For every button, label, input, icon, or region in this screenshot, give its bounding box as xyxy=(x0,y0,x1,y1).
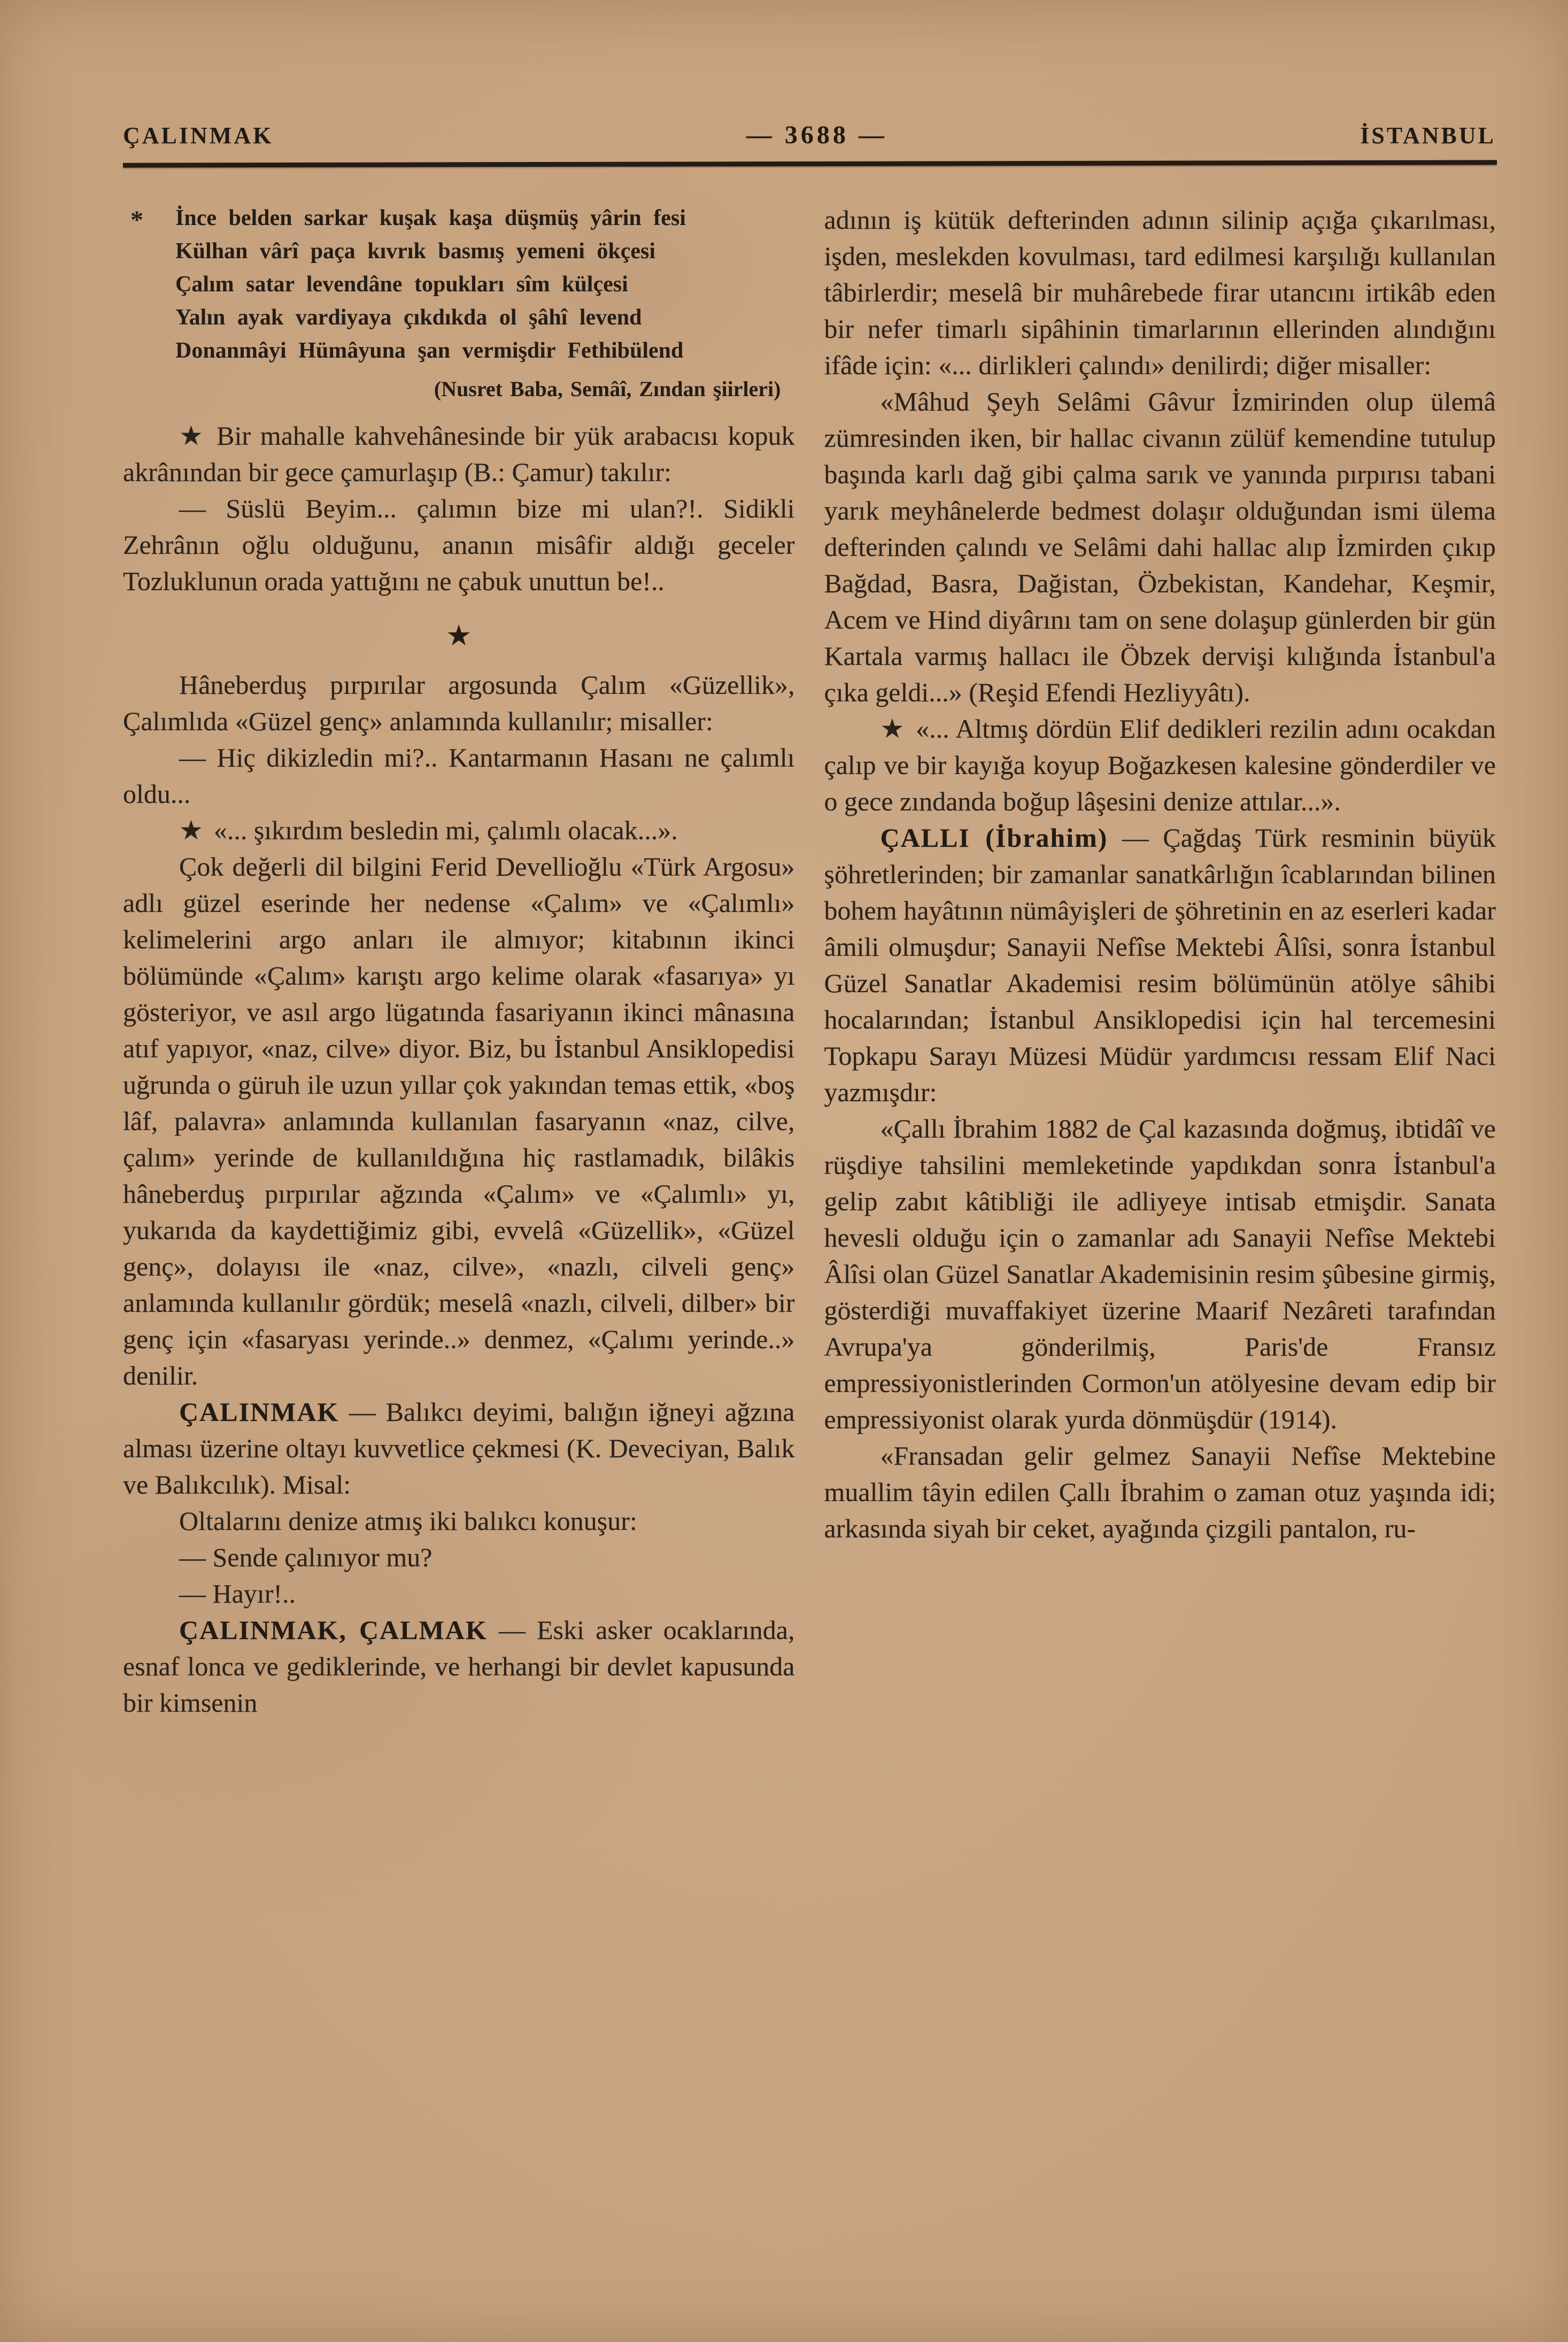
paragraph-text: — Çağdaş Türk resminin büyük şöhretlerinden; bir zamanlar sanatkârlığın îcablarından bilinen bohem hayâtının nümâyişleri de şöhretinin en az eserleri kadar âmili olmuşdur; Sanayii Nefîse Mektebi Âlîsi, sonra İstanbul Güzel Sanatlar Akademisi resim bölümünün atölye sâhibi hocalarından; İstanbul Ansiklopedisi için hal tercemesini Topkapu Sarayı Müzesi Müdür yardımcısı ressam Elif Naci yazmışdır: xyxy=(824,823,1496,1107)
paragraph-text: — Sende çalınıyor mu? xyxy=(179,1542,432,1572)
footnote-asterisk: * xyxy=(130,206,143,234)
verse-line: Donanmâyi Hümâyuna şan vermişdir Fethibülend xyxy=(175,338,684,363)
entry-headword: ÇALINMAK xyxy=(179,1397,339,1427)
text-columns xyxy=(123,202,1496,1721)
verse-line: İnce belden sarkar kuşak kaşa düşmüş yârin fesi xyxy=(175,206,686,230)
paragraph-text: Oltalarını denize atmış iki balıkcı konuşur: xyxy=(179,1506,637,1536)
paragraph-text: — Süslü Beyim... çalımın bize mi ulan?!. Sidikli Zehrânın oğlu olduğunu, ananın misâfir aldığı geceler Tozluklunun orada yattığını ne çabuk unuttun be!.. xyxy=(123,493,795,596)
page-number: — 3688 — xyxy=(746,121,887,149)
header-rule xyxy=(123,160,1497,167)
running-head-left: ÇALINMAK xyxy=(123,122,274,149)
paragraph xyxy=(123,1503,795,1539)
entry-paragraph xyxy=(824,820,1496,1110)
dialogue-line xyxy=(123,739,795,812)
verse-line: Külhan vârî paça kıvrık basmış yemeni ökçesi xyxy=(175,239,656,264)
paragraph-text: — Hayır!.. xyxy=(179,1579,296,1609)
entry-headword: ÇALINMAK, ÇALMAK xyxy=(179,1615,488,1645)
entry-paragraph xyxy=(123,1394,795,1503)
paragraph-text: «... Altmış dördün Elif dedikleri rezilin adını ocakdan çalıp ve bir kayığa koyup Boğazkesen kalesine gönderdiler ve o gece zındanda boğup lâşesini denize attılar...». xyxy=(824,714,1496,816)
verse-line: Çalım satar levendâne topukları sîm külçesi xyxy=(175,272,628,297)
star-icon: ★ xyxy=(179,421,206,451)
section-star-divider: ★ xyxy=(446,620,472,652)
entry-paragraph xyxy=(123,1612,795,1721)
entry-headword: ÇALLI (İbrahim) xyxy=(880,823,1108,853)
paragraph-text: «Çallı İbrahim 1882 de Çal kazasında doğmuş, ibtidâî ve rüşdiye tahsilini memleketinde yapdıkdan sonra İstanbul'a gelip zabıt kâtibliği ile adliyeye intisab etmişdir. Sanata hevesli olduğu için o zamanlar adı Sanayii Nefîse Mektebi Âlîsi olan Güzel Sanatlar Akademisinin resim şûbesine girmiş, gösterdiği muvaffakiyet üzerine Maarif Nezâreti tarafından Avrupa'ya gönderilmiş, Paris'de Fransız empressiyonistlerinden Cormon'un atölyesine devam edip bir empressiyonist olarak yurda dönmüşdür (1914). xyxy=(824,1114,1496,1434)
paragraph xyxy=(824,1110,1496,1437)
paragraph-text: Çok değerli dil bilgini Ferid Devellioğlu «Türk Argosu» adlı güzel eserinde her nedense «Çalım» ve «Çalımlı» kelimelerini argo anları ile almıyor; kitabının ikinci bölümünde «Çalım» karıştı argo kelime olarak «fasarıya» yı gösteriyor, ve asıl argo lügatında fasariyanın ikinci mânasına atıf yapıyor, «naz, cilve» diyor. Biz, bu İstanbul Ansiklopedisi uğrunda o güruh ile uzun yıllar çok yakından temas ettik, «boş lâf, palavra» anlamında kullanılan fasaryanın «naz, cilve, çalım» yerinde de kullanıldığına hiç rastlamadık, bilâkis hâneberduş pırpırılar ağzında «Çalım» ve «Çalımlı» yı, yukarıda da kaydettiğimiz gibi, evvelâ «Güzellik», «Güzel genç», dolayısı ile «naz, cilve», «nazlı, cilveli genç» anlamında kullanılır gördük; meselâ «nazlı, cilveli, dilber» bir genç için «fasaryası yerinde..» denmez, «Çalımı yerinde..» denilir. xyxy=(123,852,795,1390)
paragraph xyxy=(824,1437,1496,1547)
paragraph-text: «Fransadan gelir gelmez Sanayii Nefîse Mektebine muallim tâyin edilen Çallı İbrahim o zaman otuz yaşında idi; arkasında siyah bir ceket, ayağında çizgili pantalon, ru- xyxy=(824,1441,1496,1543)
star-icon: ★ xyxy=(179,815,203,845)
paragraph xyxy=(123,418,795,490)
paragraph-text: — Hiç dikizledin mi?.. Kantarmanın Hasanı ne çalımlı oldu... xyxy=(123,743,795,809)
paragraph xyxy=(824,383,1496,710)
running-head-right: İSTANBUL xyxy=(1360,122,1496,149)
left-column xyxy=(123,202,795,1721)
paragraph-text: Bir mahalle kahvehânesinde bir yük arabacısı kopuk akrânından bir gece çamurlaşıp (B.: Çamur) takılır: xyxy=(123,421,795,487)
star-icon: ★ xyxy=(880,714,906,744)
paragraph-text: — Eski asker ocaklarında, esnaf lonca ve gediklerinde, ve herhangi bir devlet kapusunda bir kimsenin xyxy=(123,1615,795,1718)
paragraph-text: «Mâhud Şeyh Selâmi Gâvur İzmirinden olup ülemâ zümresinden iken, bir hallac civanın zülüf kemendine tutulup başında karlı dağ gibi çalma sarık ve yanında pırpırısı tabani yarık meyhânelerde bedmest dolaşır olduğundan ismi ülema defterinden çalındı ve Selâmi dahi hallac alıp İzmirden çıkıp Bağdad, Basra, Dağistan, Özbekistan, Kandehar, Keşmir, Acem ve Hind diyârını tam on sene dolaşup günlerden bir gün Kartala varmış hallacı ile Öbzek dervişi kılığında İstanbul'a çıka geldi...» (Reşid Efendi Hezliyyâtı). xyxy=(824,387,1496,707)
paragraph-text: — Balıkcı deyimi, balığın iğneyi ağzına alması üzerine oltayı kuvvetlice çekmesi (K. Deveciyan, Balık ve Balıkcılık). Misal: xyxy=(123,1397,795,1500)
paragraph xyxy=(123,812,795,848)
verse-attribution: (Nusret Baba, Semâî, Zından şiirleri) xyxy=(434,377,781,401)
paragraph xyxy=(123,848,795,1394)
paragraph-continuation xyxy=(824,202,1496,383)
right-column xyxy=(824,202,1496,1721)
page-header xyxy=(123,120,1496,150)
paragraph-text: «... şıkırdım besledin mi, çalımlı olacak...». xyxy=(213,815,678,845)
paragraph xyxy=(824,710,1496,820)
paragraph-text: adının iş kütük defterinden adının silinip açığa çıkarılması, işden, meslekden kovulması, tard edilmesi karşılığı kullanılan tâbirlerdir; meselâ bir muhârebede firar utancını irtikâb eden bir nefer timarlı sipâhinin timarlarının ellerinden alındığını ifâde için: «... dirlikleri çalındı» denilirdi; diğer misaller: xyxy=(824,205,1496,380)
paragraph-text: Hâneberduş pırpırılar argosunda Çalım «Güzellik», Çalımlıda «Güzel genç» anlamında kullanılır; misaller: xyxy=(123,670,795,736)
dialogue-line xyxy=(123,1575,795,1612)
dialogue-line xyxy=(123,490,795,599)
paragraph xyxy=(123,667,795,739)
verse-block xyxy=(123,202,795,406)
dialogue-line xyxy=(123,1539,795,1575)
verse-line: Yalın ayak vardiyaya çıkdıkda ol şâhî levend xyxy=(175,305,642,330)
